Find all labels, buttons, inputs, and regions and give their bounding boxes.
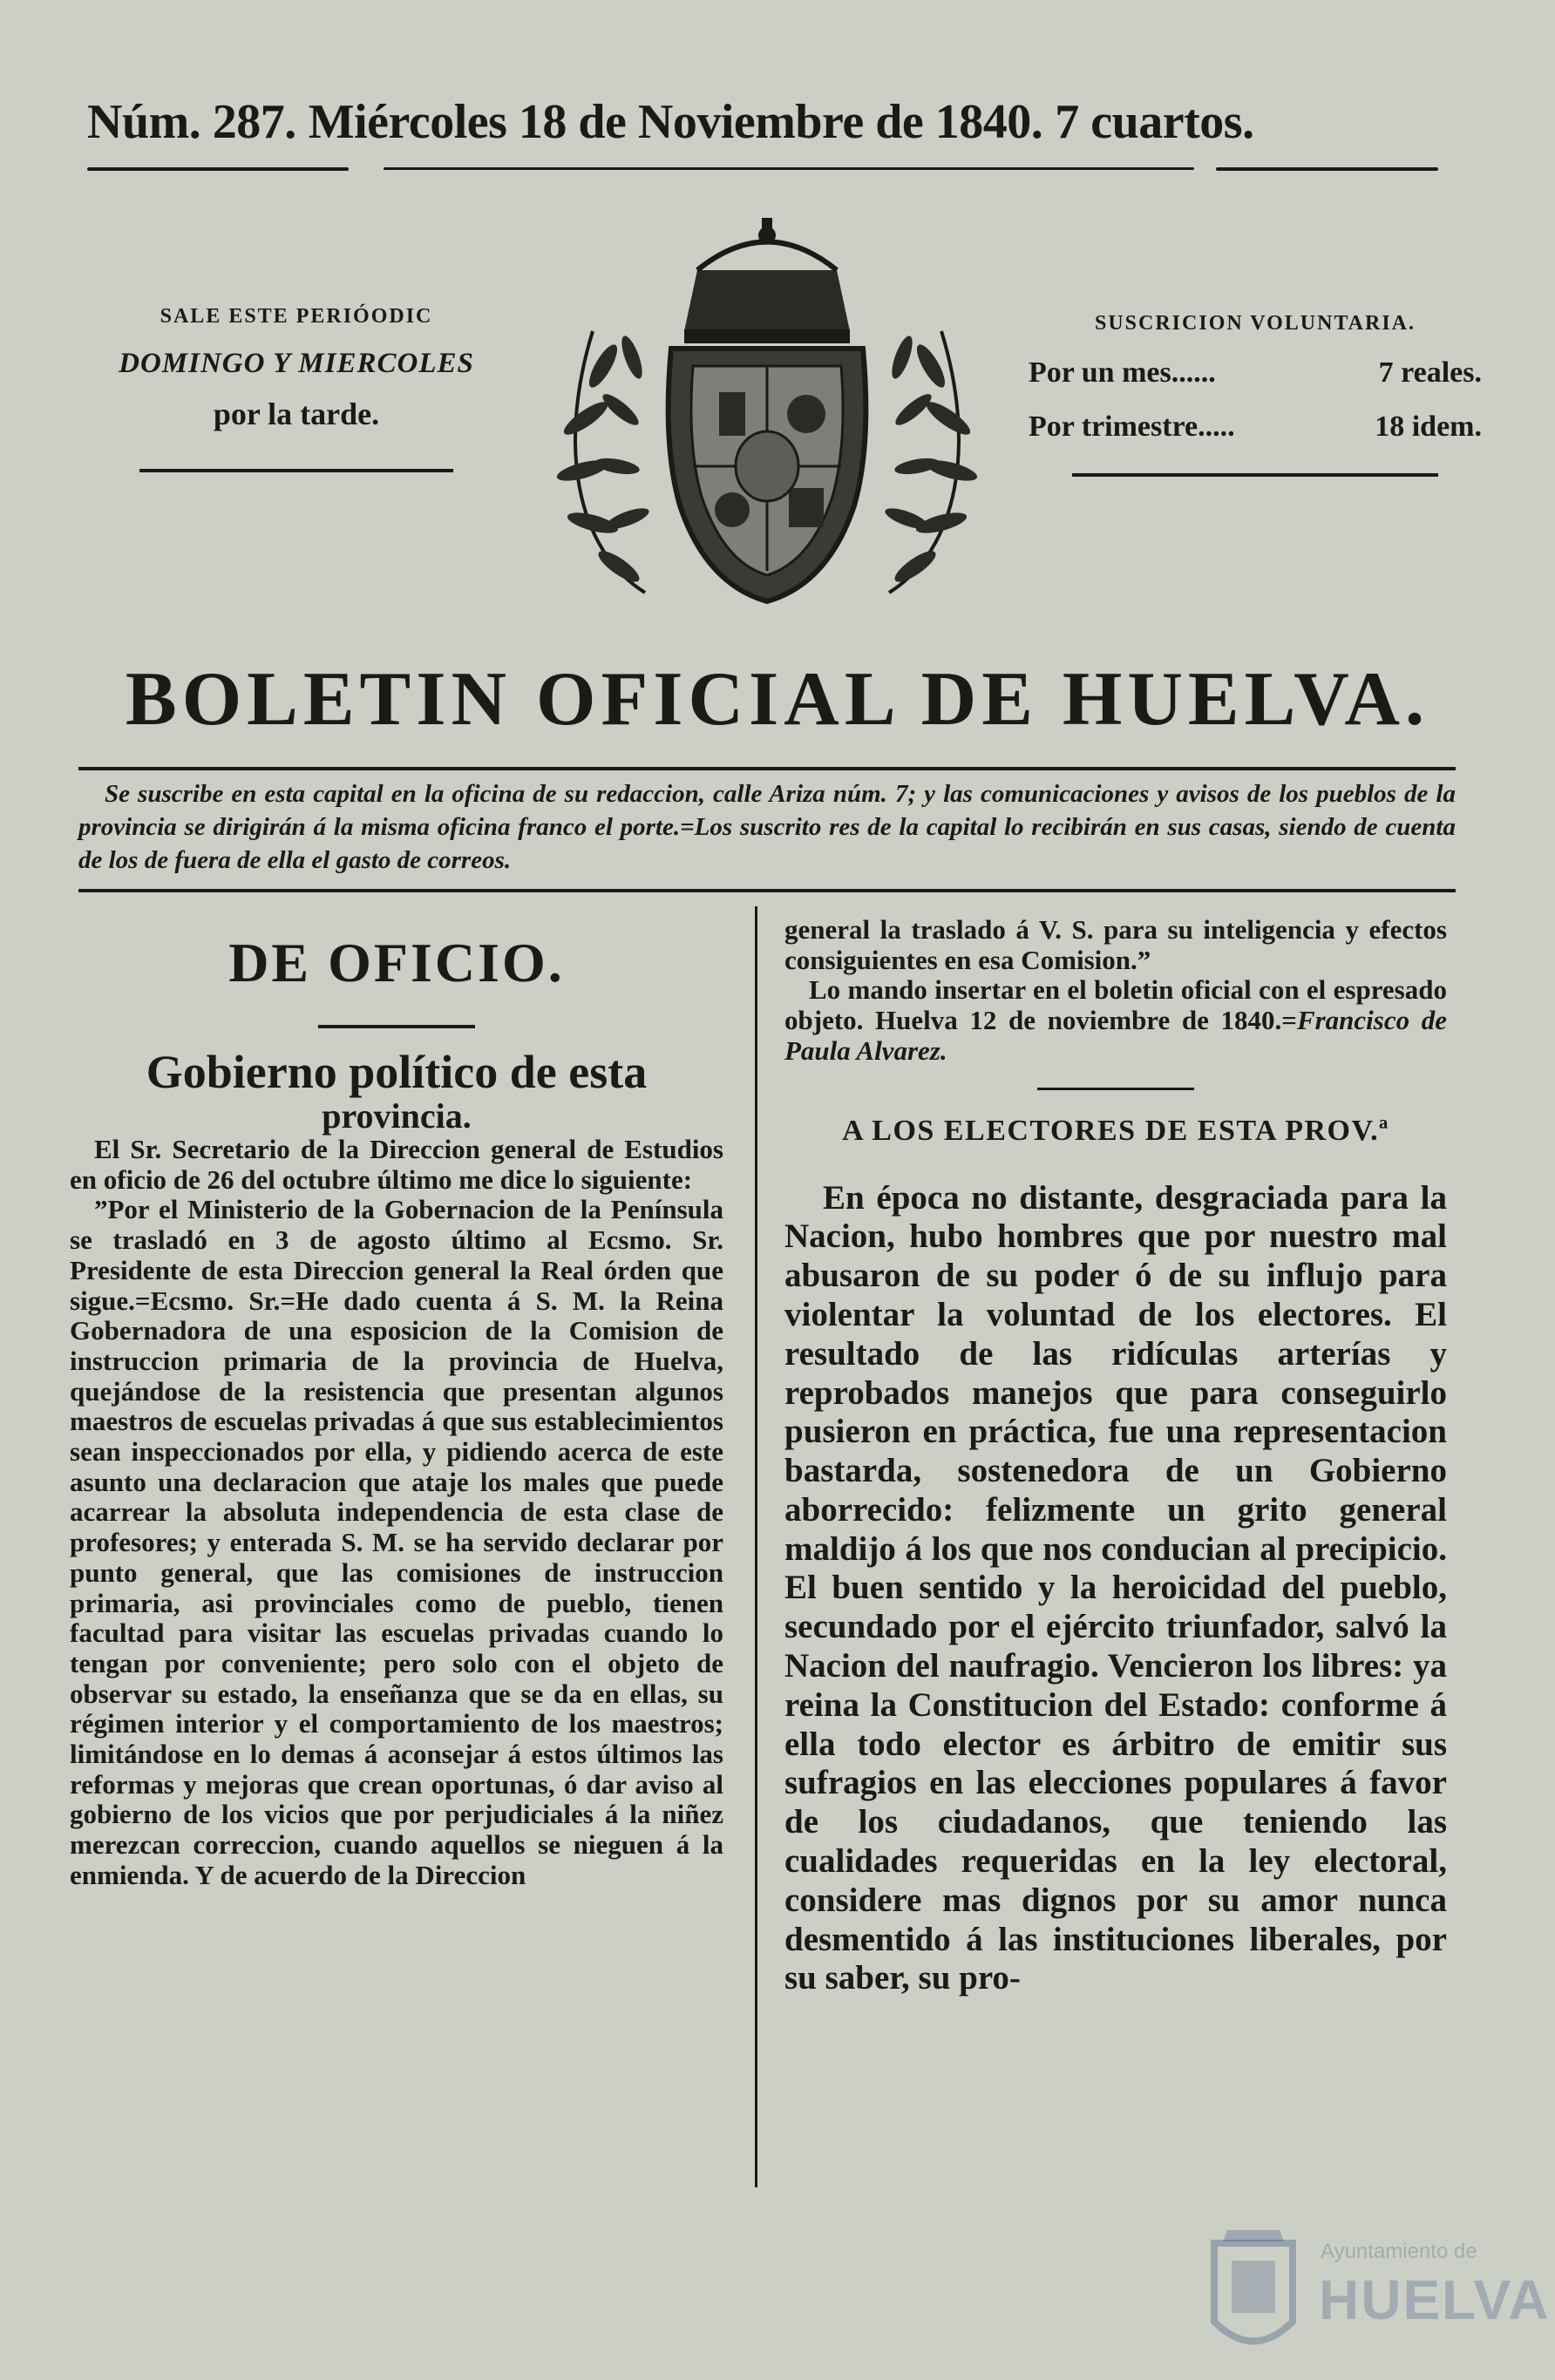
article-subheading: provincia. bbox=[322, 1096, 472, 1136]
royal-crest-icon bbox=[523, 218, 1011, 627]
electors-paragraph: En época no distante, desgraciada para la Nacion, hubo hombres que por nuestro mal abusaron de su poder ó de su influjo para violentar la voluntad de los electores. El resultado de las ridículas arterías y reprobados manejos que para conseguirlo pusieron en práctica, fue una representacion bastarda, sostenedora de un Gobierno aborrecido: felizmente un grito general maldijo á los que nos conducian al precipicio. El buen sentido y la heroicidad del pueblo, secundado por el ejército triunfador, salvó la Nacion del naufragio. Vencieron los libres: ya reina la Constitucion del Estado: conforme á ella todo elector es árbitro de emitir sus sufragios en las elecciones populares á favor de los ciudadanos, que teniendo las cualidades requeridas en la ley electoral, considere mas dignos por su amor nunca desmentido á las instituciones liberales, por su saber, su pro- bbox=[784, 1178, 1447, 1997]
schedule-time: por la tarde. bbox=[213, 397, 380, 431]
issue-date: Miércoles 18 de Noviembre de 1840. bbox=[308, 95, 1043, 149]
article-heading: Gobierno político de esta bbox=[146, 1046, 648, 1098]
left-column bbox=[70, 915, 723, 1891]
article-paragraph-2: ”Por el Ministerio de la Gobernacion de la Península se trasladó en 3 de agosto último al Ecsmo. Sr. Presidente de esta Direccion general la Real órden que sigue.=Ecsmo. Sr.=He dado cuenta á S. M. la Reina Gobernadora de una esposicion de la Comision de instruccion primaria de la provincia de Huelva, quejándose de la resistencia que presentan algunos maestros de escuelas privadas á que sus establecimientos sean inspeccionados por ella, y pidiendo acerca de este asunto una declaracion que ataje los males que puede acarrear la absoluta independencia de esta clase de profesores; y enterada S. M. se ha servido declarar por punto general, que las comisiones de instruccion primaria, asi provinciales como de pueblo, tienen facultad para visitar las escuelas privadas cuando lo tengan por conveniente; pero solo con el objeto de observar su estado, la enseñanza que se da en ellas, su régimen interior y el comportamiento de los maestros; limitándose en lo demas á aconsejar á estos últimos las reformas y mejoras que crean oportunas, ó dar aviso al gobierno de los vicios que por perjudiciales á la niñez merezcan correccion, cuando aquellos se nieguen á la enmienda. Y de acuerdo de la Direccion bbox=[70, 1194, 723, 1890]
signature: Francisco de Paula Alvarez. bbox=[784, 1005, 1448, 1066]
issue-price: 7 cuartos. bbox=[1055, 95, 1254, 149]
article-closing bbox=[784, 975, 1447, 1066]
column-divider bbox=[755, 906, 757, 2187]
article-separator bbox=[1037, 1088, 1194, 1090]
quarter-price: 18 idem. bbox=[1375, 410, 1482, 443]
schedule-line-1: SALE ESTE PERIÓODIC bbox=[160, 305, 433, 328]
archive-watermark bbox=[1190, 2205, 1551, 2366]
huelva-shield-icon bbox=[1197, 2208, 1310, 2365]
subscription-notice: Se suscribe en esta capital en la oficina de su redaccion, calle Ariza núm. 7; y las comunicaciones y avisos de los pueblos de la provincia se dirigirán á la misma oficina franco el porte.=Los suscrito res de la capital lo recibirán en sus casas, siendo de cuenta de los de fuera de ella el gasto de correos. bbox=[78, 780, 1456, 874]
subscription-quarter-row bbox=[1029, 410, 1482, 444]
title-rule-bottom bbox=[78, 889, 1456, 892]
section-heading: DE OFICIO. bbox=[228, 932, 565, 993]
subscription-rule bbox=[1072, 473, 1438, 477]
watermark-city: HUELVA bbox=[1319, 2268, 1551, 2331]
watermark-caption: Ayuntamiento de bbox=[1321, 2240, 1477, 2263]
publication-schedule bbox=[70, 305, 523, 472]
title-rule-top bbox=[78, 767, 1456, 770]
schedule-days: DOMINGO Y MIERCOLES bbox=[119, 348, 474, 379]
newspaper-title: BOLETIN OFICIAL DE HUELVA. bbox=[126, 657, 1429, 742]
month-label: Por un mes...... bbox=[1029, 356, 1216, 389]
schedule-rule bbox=[139, 469, 453, 472]
article-continuation: general la traslado á V. S. para su inteligencia y efectos consiguientes en esa Comision.” bbox=[784, 914, 1447, 975]
month-price: 7 reales. bbox=[1378, 356, 1482, 389]
subscription-month-row bbox=[1029, 356, 1482, 390]
masthead-rule-center bbox=[384, 167, 1194, 170]
masthead bbox=[87, 95, 1447, 149]
electors-heading: A LOS ELECTORES DE ESTA PROV.ª bbox=[842, 1114, 1389, 1147]
issue-number: Núm. 287. bbox=[87, 95, 296, 149]
quarter-label: Por trimestre..... bbox=[1029, 410, 1235, 443]
closing-text: Lo mando insertar en el boletin oficial con el espresado objeto. Huelva 12 de noviembre de 1840.= bbox=[784, 974, 1447, 1036]
masthead-rule-right bbox=[1216, 167, 1438, 171]
section-rule bbox=[318, 1025, 475, 1028]
masthead-rule-left bbox=[87, 167, 349, 171]
subscription-title: SUSCRICION VOLUNTARIA. bbox=[1094, 312, 1416, 335]
subscription-block bbox=[1029, 312, 1482, 477]
right-column bbox=[784, 915, 1447, 1998]
article-paragraph-1: El Sr. Secretario de la Direccion general de Estudios en oficio de 26 del octubre último me dice lo siguiente: bbox=[70, 1134, 723, 1195]
